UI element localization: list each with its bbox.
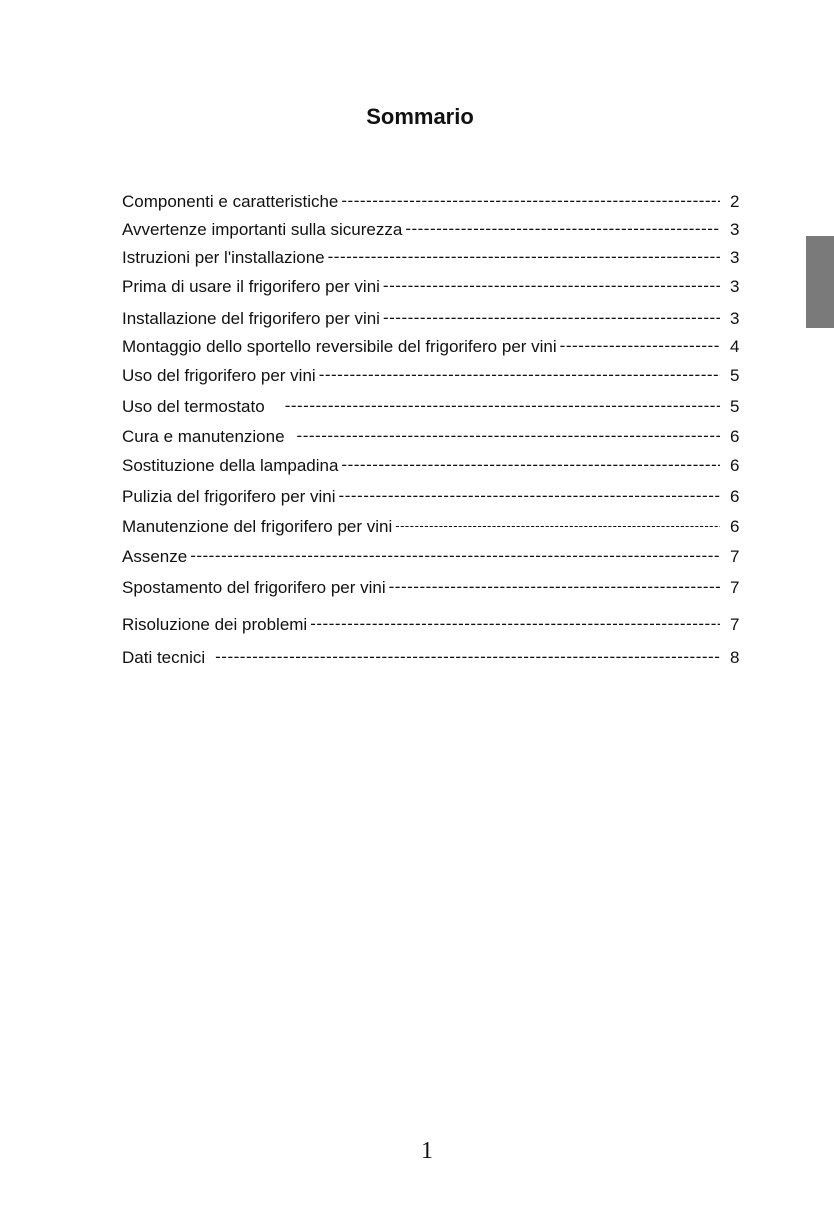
toc-entry[interactable] (122, 273, 748, 297)
toc-leader-dots (341, 455, 720, 475)
toc-entry-label: Istruzioni per l'installazione (122, 248, 325, 267)
toc-entry-page: 5 (730, 366, 740, 385)
toc-leader-dots (328, 247, 720, 267)
toc-leader-dots (310, 614, 720, 634)
toc-leader-dots (297, 426, 720, 446)
toc-entry[interactable] (122, 244, 748, 268)
toc-entry-label: Spostamento del frigorifero per vini (122, 578, 386, 597)
toc-leader-dots (215, 647, 720, 667)
toc-entry[interactable] (122, 644, 748, 668)
toc-leader-dots (319, 365, 720, 385)
page-title: Sommario (366, 104, 474, 129)
toc-leader-dots (339, 486, 720, 506)
toc-entry-page: 6 (730, 487, 740, 506)
toc-entry-label: Cura e manutenzione (122, 427, 285, 446)
toc-leader-dots (560, 336, 720, 356)
toc-entry[interactable] (122, 543, 748, 567)
toc-entry[interactable] (122, 611, 748, 635)
language-tab-marker (806, 236, 834, 328)
toc-entry-label: Montaggio dello sportello reversibile del frigorifero per vini (122, 337, 557, 356)
toc-entry-label: Risoluzione dei problemi (122, 615, 308, 634)
toc-entry-page: 6 (730, 517, 740, 536)
toc-entry-page: 3 (730, 277, 740, 296)
toc-entry[interactable] (122, 333, 748, 357)
toc-entry-page: 4 (730, 337, 740, 356)
toc-leader-dots (341, 191, 720, 211)
toc-entry-label: Installazione del frigorifero per vini (122, 309, 380, 328)
toc-leader-dots (190, 546, 720, 566)
toc-leader-dots (395, 516, 720, 536)
toc-entry-label: Manutenzione del frigorifero per vini (122, 517, 393, 536)
toc-entry-page: 6 (730, 427, 740, 446)
toc-leader-dots (383, 308, 720, 328)
toc-entry-label: Sostituzione della lampadina (122, 456, 339, 475)
toc-entry-page: 3 (730, 248, 740, 267)
toc-entry-label: Avvertenze importanti sulla sicurezza (122, 220, 403, 239)
toc-entry-page: 7 (730, 578, 740, 597)
toc-leader-dots (389, 577, 720, 597)
toc-leader-dots (285, 396, 720, 416)
toc-entry-page: 3 (730, 220, 740, 239)
toc-entry[interactable] (122, 305, 748, 329)
toc-entry[interactable] (122, 574, 748, 598)
toc-entry[interactable] (122, 483, 748, 507)
toc-leader-dots (383, 276, 720, 296)
toc-entry-page: 6 (730, 456, 740, 475)
toc-entry-page: 2 (730, 192, 740, 211)
toc-entry[interactable] (122, 393, 748, 417)
page-number: 1 (421, 1138, 433, 1164)
toc-entry-label: Dati tecnici (122, 648, 206, 667)
toc-entry-page: 7 (730, 615, 740, 634)
toc-entry-label: Assenze (122, 547, 188, 566)
toc-entry-label: Pulizia del frigorifero per vini (122, 487, 336, 506)
toc-entry[interactable] (122, 423, 748, 447)
toc-entry[interactable] (122, 188, 748, 212)
toc-entry-page: 8 (730, 648, 740, 667)
toc-entry-label: Uso del termostato (122, 397, 265, 416)
toc-entry[interactable] (122, 513, 748, 537)
toc-entry-label: Prima di usare il frigorifero per vini (122, 277, 380, 296)
toc-entry-label: Uso del frigorifero per vini (122, 366, 316, 385)
toc-entry[interactable] (122, 216, 748, 240)
toc-entry[interactable] (122, 452, 748, 476)
toc-entry-page: 3 (730, 309, 740, 328)
toc-entry-page: 5 (730, 397, 740, 416)
toc-entry-label: Componenti e caratteristiche (122, 192, 339, 211)
toc-entry-page: 7 (730, 547, 740, 566)
toc-leader-dots (405, 219, 720, 239)
toc-entry[interactable] (122, 362, 748, 386)
